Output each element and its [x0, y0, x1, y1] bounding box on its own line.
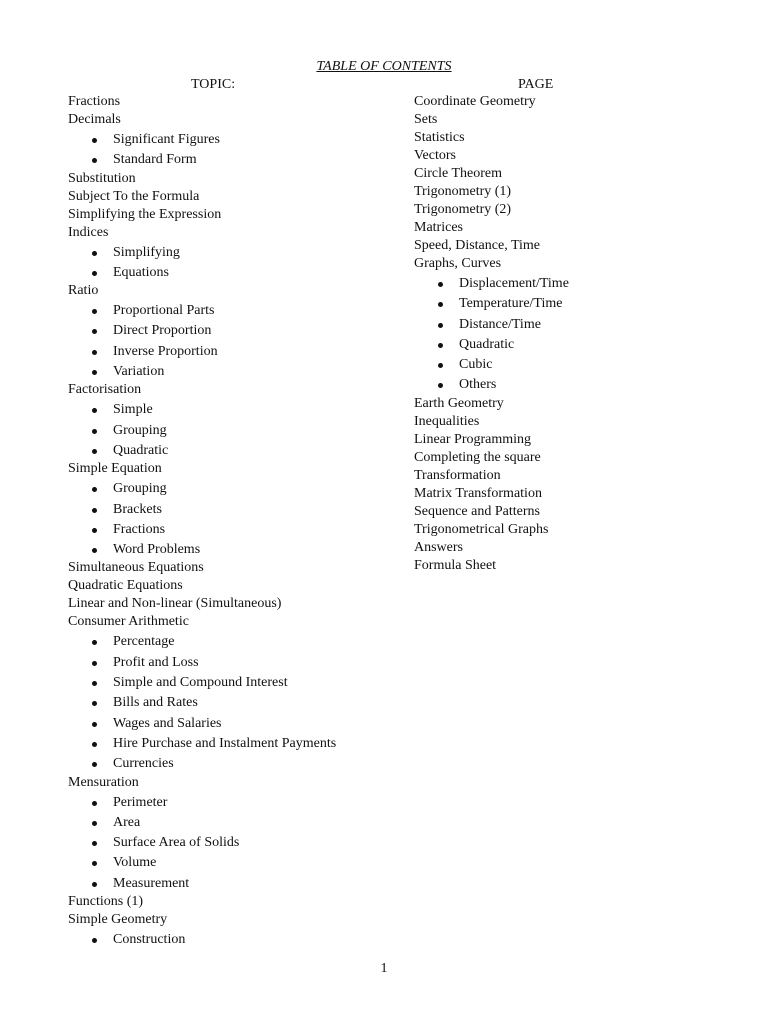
toc-subitem: Simplifying: [68, 242, 398, 262]
toc-item: Matrices: [414, 220, 463, 235]
toc-item: Mensuration: [68, 774, 139, 790]
toc-subitem: Currencies: [68, 753, 398, 773]
toc-item: Substitution: [68, 170, 136, 186]
toc-item: Functions (1): [68, 894, 144, 910]
toc-subitem: Measurement: [68, 873, 398, 893]
toc-subitem: Temperature/Time: [414, 293, 744, 313]
toc-item: Coordinate Geometry: [414, 94, 536, 109]
toc-subitem: Grouping: [68, 420, 398, 440]
toc-item: Linear and Non-linear (Simultaneous): [68, 596, 282, 612]
left-column: [68, 93, 398, 949]
toc-item: Ratio: [68, 283, 99, 299]
toc-subitem: Wages and Salaries: [68, 713, 398, 733]
toc-item: Simplifying the Expression: [68, 206, 222, 222]
toc-item: Consumer Arithmetic: [68, 614, 189, 630]
toc-subitem: Quadratic: [414, 334, 744, 354]
toc-subitem: Direct Proportion: [68, 320, 398, 340]
toc-item: Simple Geometry: [68, 912, 168, 928]
right-column: [414, 93, 744, 575]
toc-item: Graphs, Curves: [414, 256, 502, 271]
toc-subitem: Grouping: [68, 478, 398, 498]
toc-subitem: Displacement/Time: [414, 273, 744, 293]
toc-item: Simultaneous Equations: [68, 560, 204, 576]
toc-item: Trigonometry (1): [414, 184, 512, 199]
toc-subitem: Construction: [68, 929, 398, 949]
toc-subitem: Volume: [68, 852, 398, 872]
toc-subitem: Percentage: [68, 631, 398, 651]
toc-subitem: Quadratic: [68, 440, 398, 460]
toc-subitem: Hire Purchase and Instalment Payments: [68, 733, 398, 753]
toc-subitem: Bills and Rates: [68, 692, 398, 712]
toc-subitem: Brackets: [68, 499, 398, 519]
toc-item: Earth Geometry: [414, 395, 504, 411]
toc-item: Simple Equation: [68, 461, 162, 477]
toc-subitem: Simple and Compound Interest: [68, 672, 398, 692]
toc-item: Factorisation: [68, 382, 142, 398]
toc-subitem: Standard Form: [68, 149, 398, 169]
toc-item: Fractions: [68, 94, 121, 109]
toc-item: Formula Sheet: [414, 557, 497, 573]
toc-subitem: Area: [68, 812, 398, 832]
toc-item: Trigonometry (2): [414, 202, 512, 217]
toc-subitem: Inverse Proportion: [68, 341, 398, 361]
toc-subitem: Equations: [68, 262, 398, 282]
page-header: PAGE: [518, 77, 554, 92]
toc-subitem: Surface Area of Solids: [68, 832, 398, 852]
toc-item: Linear Programming: [414, 431, 532, 447]
toc-subitem: Distance/Time: [414, 314, 744, 334]
toc-subitem: Cubic: [414, 354, 744, 374]
toc-subitem: Perimeter: [68, 792, 398, 812]
toc-item: Transformation: [414, 467, 501, 483]
topic-header: TOPIC:: [191, 77, 236, 92]
toc-subitem: Profit and Loss: [68, 652, 398, 672]
page-number: 1: [380, 961, 388, 976]
toc-item: Quadratic Equations: [68, 578, 183, 594]
toc-subitem: Others: [414, 374, 744, 394]
toc-item: Decimals: [68, 112, 121, 127]
toc-item: Answers: [414, 539, 463, 555]
toc-item: Speed, Distance, Time: [414, 238, 540, 253]
toc-subitem: Significant Figures: [68, 129, 398, 149]
toc-item: Statistics: [414, 130, 465, 145]
toc-subitem: Word Problems: [68, 539, 398, 559]
toc-item: Trigonometrical Graphs: [414, 521, 549, 537]
toc-item: Sequence and Patterns: [414, 503, 540, 519]
toc-item: Circle Theorem: [414, 166, 502, 181]
toc-subitem: Variation: [68, 361, 398, 381]
toc-subitem: Proportional Parts: [68, 300, 398, 320]
page-title: TABLE OF CONTENTS: [316, 59, 452, 74]
toc-item: Indices: [68, 224, 109, 240]
toc-item: Vectors: [414, 148, 456, 163]
toc-subitem: Fractions: [68, 519, 398, 539]
toc-item: Subject To the Formula: [68, 188, 200, 204]
toc-item: Inequalities: [414, 413, 480, 429]
toc-item: Sets: [414, 112, 438, 127]
toc-subitem: Simple: [68, 399, 398, 419]
toc-item: Completing the square: [414, 449, 541, 465]
toc-item: Matrix Transformation: [414, 485, 542, 501]
